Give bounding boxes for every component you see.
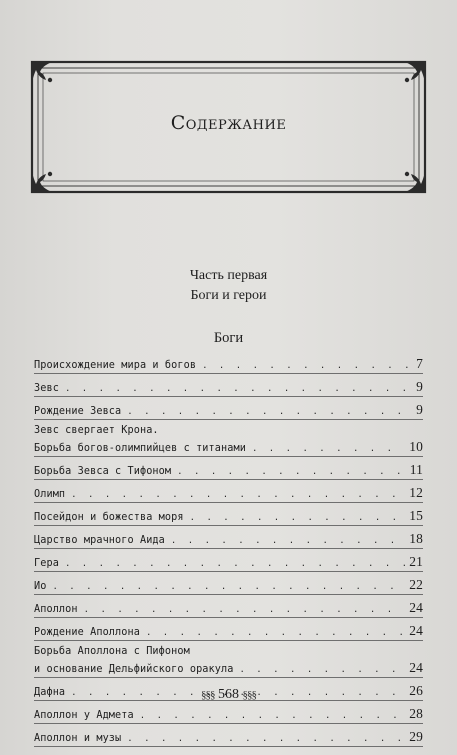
toc-divider (34, 640, 423, 641)
toc-entry-page: 29 (409, 729, 423, 744)
toc-entry-line (34, 554, 423, 568)
toc-divider (34, 746, 423, 747)
toc-entry (34, 706, 423, 720)
dot-leader (239, 665, 405, 675)
dot-leader (252, 444, 405, 454)
dot-leader (65, 559, 405, 569)
toc-entry (34, 402, 423, 416)
toc-entry-line (34, 706, 423, 720)
toc-divider (34, 617, 423, 618)
toc-entry-title: Рождение Зевса (34, 406, 122, 417)
toc-entry-page: 18 (409, 531, 423, 546)
toc-entry (34, 600, 423, 614)
toc-divider (34, 525, 423, 526)
toc-entry-title: Дафна (34, 687, 66, 698)
toc-entry-line (34, 485, 423, 499)
toc-entry-line (34, 462, 423, 476)
dot-leader (52, 582, 405, 592)
toc-divider (34, 723, 423, 724)
toc-entry-title: и основание Дельфийского оракула (34, 664, 234, 675)
toc-entry-page: 22 (409, 577, 423, 592)
toc-entry-title: Аполлон у Адмета (34, 710, 134, 721)
dot-leader (202, 361, 412, 371)
toc-entry-line (34, 439, 423, 453)
page-footer (0, 687, 457, 703)
dot-leader (71, 490, 405, 500)
toc-entry-page: 24 (409, 623, 423, 638)
toc-entry-line (34, 356, 423, 370)
toc-entry-line (34, 623, 423, 637)
toc-entry-page: 9 (416, 379, 423, 394)
toc-entry (34, 379, 423, 393)
right-ornament-icon: §§§ (242, 689, 256, 701)
toc-divider (34, 594, 423, 595)
toc-entry (34, 531, 423, 545)
toc-entry-title: Гера (34, 558, 59, 569)
toc-entry-line (34, 600, 423, 614)
toc-entry (34, 356, 423, 370)
toc-entry-page: 21 (409, 554, 423, 569)
dot-leader (65, 384, 412, 394)
toc-entry-page: 15 (409, 508, 423, 523)
toc-divider (34, 571, 423, 572)
toc-entry (34, 729, 423, 743)
toc-entry (34, 462, 423, 476)
page-number: 568 (218, 687, 239, 702)
toc-divider (34, 396, 423, 397)
toc-entry-line (34, 425, 423, 439)
toc-entry-line (34, 577, 423, 591)
dot-leader (127, 734, 405, 744)
toc-divider (34, 502, 423, 503)
toc-entry-title: Рождение Аполлона (34, 627, 140, 638)
toc-entry-title: Зевс (34, 383, 59, 394)
toc-entry-line (34, 531, 423, 545)
toc-divider (34, 456, 423, 457)
page-title: Содержание (170, 112, 287, 134)
dot-leader (177, 467, 406, 477)
toc-entry (34, 554, 423, 568)
toc-entry-title: Посейдон и божества моря (34, 512, 184, 523)
toc-entry-line (34, 508, 423, 522)
toc-entry-title: Зевс свергает Крона. (34, 425, 159, 436)
toc-entry (34, 485, 423, 499)
toc-entry-page: 24 (409, 600, 423, 615)
toc-entry-title: Ио (34, 581, 47, 592)
toc-entry-title: Происхождение мира и богов (34, 360, 197, 371)
dot-leader (146, 628, 405, 638)
dot-leader (190, 513, 406, 523)
toc-entry-title: Олимп (34, 489, 66, 500)
toc-entry (34, 425, 423, 453)
toc-entry-line (34, 402, 423, 416)
toc-entry-title: Борьба богов-олимпийцев с титанами (34, 443, 246, 454)
toc-entry (34, 508, 423, 522)
dot-leader (127, 407, 412, 417)
toc-divider (34, 419, 423, 420)
toc-divider (34, 479, 423, 480)
toc-entry-page: 11 (409, 462, 423, 477)
toc-entry (34, 623, 423, 637)
part-title: Боги и герои (190, 288, 267, 303)
toc-entry-line (34, 660, 423, 674)
toc-entry-line (34, 646, 423, 660)
section-title: Боги (213, 330, 244, 346)
toc-entry-page: 10 (409, 439, 423, 454)
dot-leader (84, 605, 406, 615)
toc-entry-title: Борьба Аполлона с Пифоном (34, 646, 190, 657)
toc-entry-line (34, 379, 423, 393)
toc-entry-title: Царство мрачного Аида (34, 535, 165, 546)
toc-entry-title: Борьба Зевса с Тифоном (34, 466, 172, 477)
part-label: Часть первая (189, 268, 268, 283)
toc-entry-title: Аполлон (34, 604, 78, 615)
toc-entry-page: 26 (409, 683, 423, 698)
toc-divider (34, 548, 423, 549)
left-ornament-icon: §§§ (201, 689, 215, 701)
toc-entry (34, 646, 423, 674)
toc-entry-title: Аполлон и музы (34, 733, 122, 744)
toc-entry-line (34, 729, 423, 743)
dot-leader (171, 536, 405, 546)
toc-entry-page: 7 (416, 356, 423, 371)
dot-leader (140, 711, 406, 721)
toc-entry-page: 24 (409, 660, 423, 675)
toc-entry-page: 9 (416, 402, 423, 417)
title-frame (30, 60, 427, 194)
toc-entry-page: 12 (409, 485, 423, 500)
toc-entry-page: 28 (409, 706, 423, 721)
toc-divider (34, 373, 423, 374)
toc-entry (34, 577, 423, 591)
toc-divider (34, 677, 423, 678)
